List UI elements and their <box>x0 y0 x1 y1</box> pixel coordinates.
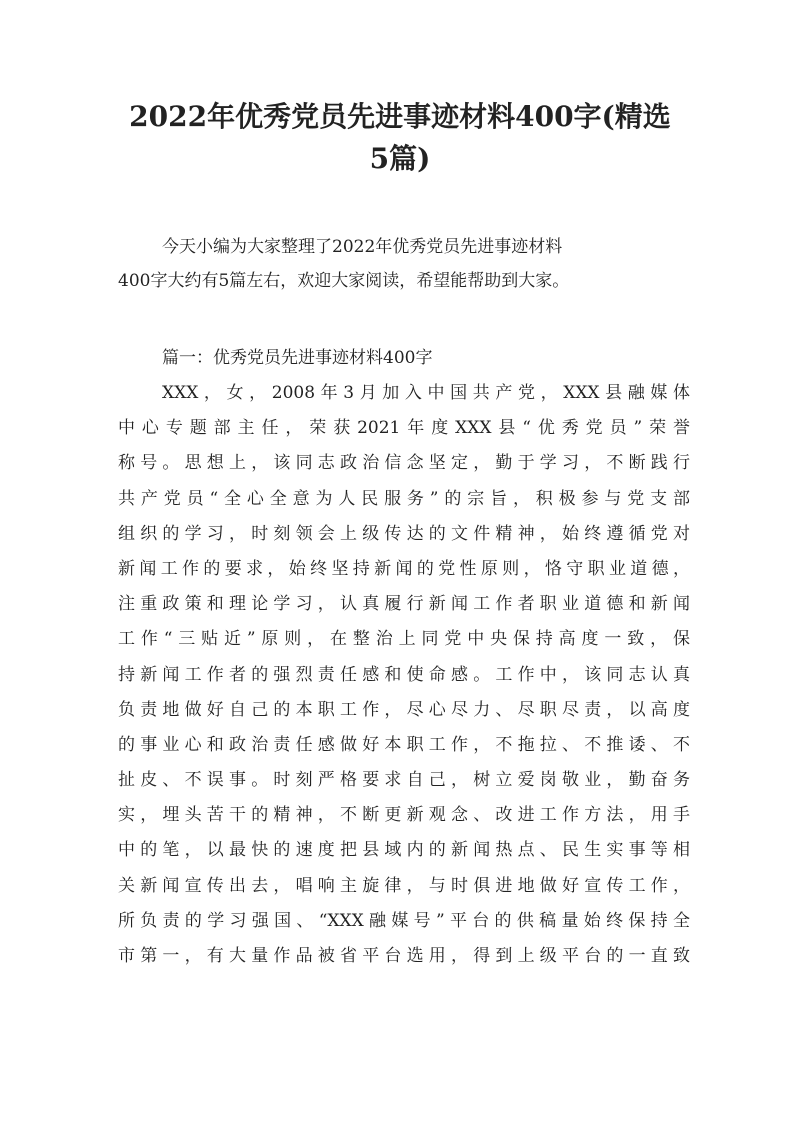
body-line: 扯皮、不误事。时刻严格要求自己，树立爱岗敬业，勤奋务 <box>118 770 690 791</box>
body-line: 共产党员“全心全意为人民服务”的宗旨，积极参与党支部 <box>118 488 690 509</box>
intro-line-2: 400字大约有5篇左右，欢迎大家阅读，希望能帮助到大家。 <box>118 271 570 291</box>
body-line: 持新闻工作者的强烈责任感和使命感。工作中，该同志认真 <box>118 664 690 685</box>
title-line-1: 2022年优秀党员先进事迹材料400字(精选 <box>129 100 671 133</box>
body-paragraph <box>118 376 690 974</box>
title-line-2: 5篇) <box>369 142 431 175</box>
body-line: 中的笔，以最快的速度把县域内的新闻热点、民生实事等相 <box>118 840 690 861</box>
section-heading: 篇一：优秀党员先进事迹材料400字 <box>162 348 433 368</box>
body-line: 称号。思想上，该同志政治信念坚定，勤于学习，不断践行 <box>118 453 690 474</box>
body-line: XXX，女，2008年3月加入中国共产党，XXX县融媒体 <box>162 383 690 403</box>
body-line: 关新闻宣传出去，唱响主旋律，与时俱进地做好宣传工作， <box>118 875 690 896</box>
intro-line-1: 今天小编为大家整理了2022年优秀党员先进事迹材料 <box>162 237 563 257</box>
body-line: 实，埋头苦干的精神，不断更新观念、改进工作方法，用手 <box>118 805 690 826</box>
body-line: 组织的学习，时刻领会上级传达的文件精神，始终遵循党对 <box>118 523 690 544</box>
body-line: 新闻工作的要求，始终坚持新闻的党性原则，恪守职业道德， <box>118 558 690 579</box>
body-line: 中心专题部主任，荣获2021年度XXX县“优秀党员”荣誉 <box>118 418 690 439</box>
intro-paragraph <box>118 230 690 298</box>
body-line: 的事业心和政治责任感做好本职工作，不拖拉、不推诿、不 <box>118 734 690 755</box>
body-line: 工作“三贴近”原则，在整治上同党中央保持高度一致，保 <box>118 629 690 650</box>
body-line: 负责地做好自己的本职工作，尽心尽力、尽职尽责，以高度 <box>118 699 690 720</box>
document-title <box>100 96 700 180</box>
body-line: 所负责的学习强国、“XXX融媒号”平台的供稿量始终保持全 <box>118 910 690 931</box>
body-line: 注重政策和理论学习，认真履行新闻工作者职业道德和新闻 <box>118 594 690 615</box>
body-line: 市第一，有大量作品被省平台选用，得到上级平台的一直致 <box>118 946 690 966</box>
